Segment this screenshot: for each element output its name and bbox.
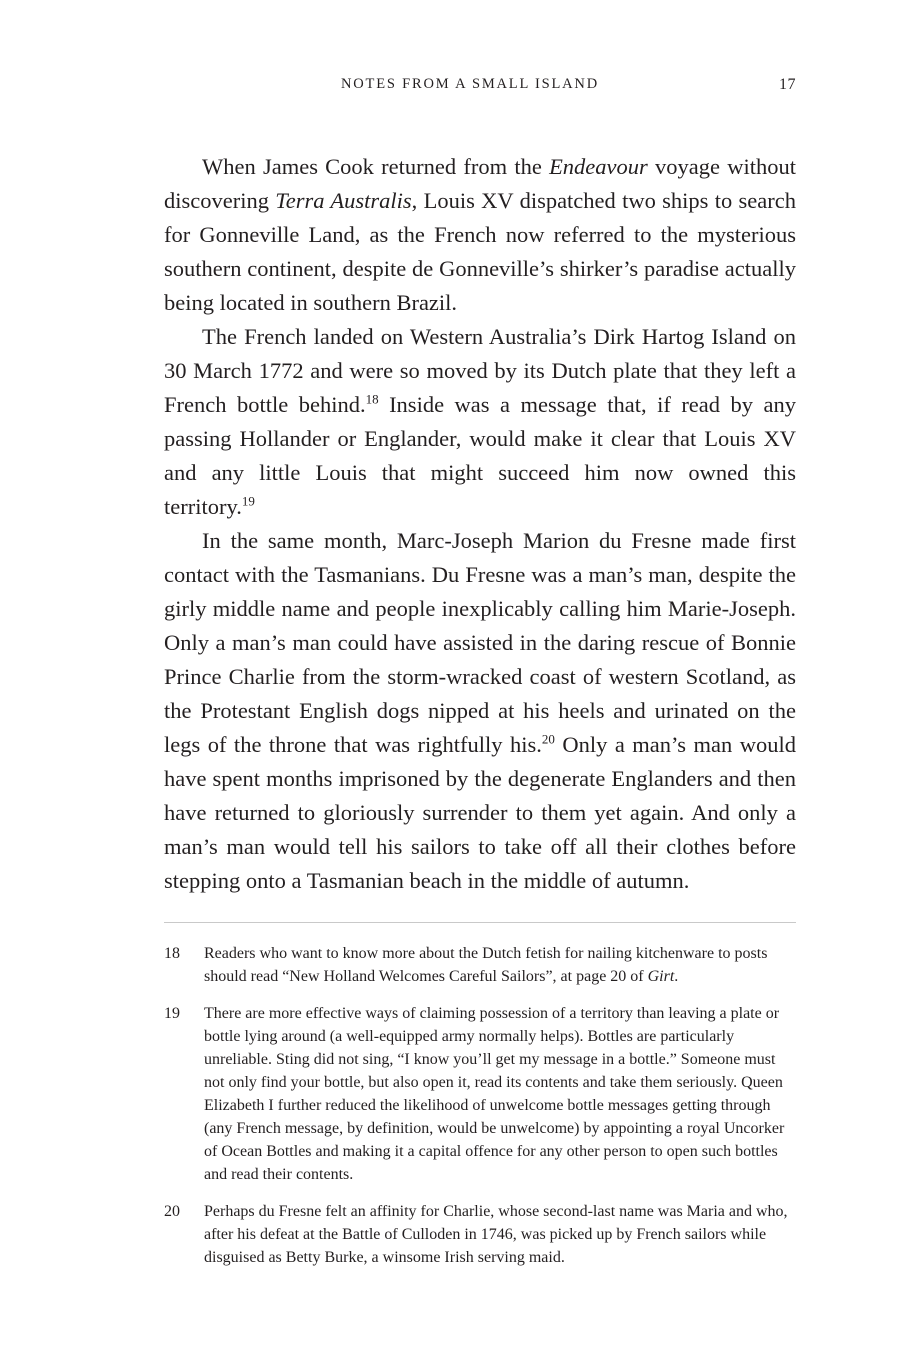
footnote-18: [164, 942, 796, 988]
paragraph-2: [164, 320, 796, 524]
footnote-ref-18[interactable]: 18: [365, 391, 379, 407]
footnote-18-end: .: [674, 968, 679, 985]
footnote-text: [204, 942, 796, 988]
p3-text-b: Only a man’s man would have spent months imprisoned by the degenerate Englanders and then have returned to gloriously surrender to them yet again. And only a man’s man would tell his sailors to take off all their clothes before stepping onto a Tasmanian beach in the middle of autumn.: [164, 732, 796, 893]
paragraph-3: [164, 524, 796, 898]
running-title: NOTES FROM A SMALL ISLAND: [341, 76, 599, 92]
page-number: 17: [779, 76, 796, 93]
p1-text-c: voyage without discovering: [164, 154, 796, 213]
footnote-20: [164, 1200, 796, 1269]
ship-name: Endeavour: [549, 154, 648, 179]
running-header: [0, 76, 900, 100]
p3-text-a: In the same month, Marc-Joseph Marion du Fresne made first contact with the Tasmanians. Du Fresne was a man’s man, despite the girly middle name and people inexplicably calling him Marie-Joseph. Only a man’s man could have assisted in the daring rescue of Bonnie Prince Charlie from the storm-wracked coast of western Scotland, as the Protestant English dogs nipped at his heels and urinated on the legs of the throne that was rightfully his.: [164, 528, 796, 757]
footnote-number: 20: [164, 1203, 180, 1220]
p2-text-a: The French landed on Western Australia’s Dirk Hartog Island on 30 March 1772 and were so moved by its Dutch plate that they left a French bottle behind.: [164, 324, 796, 417]
footnote-text: Perhaps du Fresne felt an affinity for Charlie, whose second-last name was Maria and who, after his defeat at the Battle of Culloden in 1746, was picked up by French sailors while disguised as Betty Burke, a winsome Irish serving maid.: [204, 1203, 788, 1266]
footnote-text: There are more effective ways of claiming possession of a territory than leaving a plate or bottle lying around (a well-equipped army normally helps). Bottles are particularly unreliable. Sting did not sing, “I know you’ll get my message in a bottle.” Someone must not only find your bottle, but also open it, read its contents and take them seriously. Queen Elizabeth I further reduced the likelihood of unwelcome bottle messages getting through (any French message, by definition, would be unwelcome) by appointing a royal Uncorker of Ocean Bottles and making it a capital offence for any other person to open such bottles and read their contents.: [204, 1005, 785, 1183]
footnote-ref-20[interactable]: 20: [541, 731, 555, 747]
terra-australis: Terra Australis: [275, 188, 412, 213]
footnotes: [164, 942, 796, 1283]
p1-text-a: When James Cook returned from the: [202, 154, 550, 179]
footnote-number: 19: [164, 1005, 180, 1022]
footnote-18-text: Readers who want to know more about the Dutch fetish for nailing kitchenware to posts should read “New Holland Welcomes Careful Sailors”, at page 20 of: [204, 945, 768, 985]
footnote-19: [164, 1002, 796, 1186]
p2-text-b: Inside was a message that, if read by any passing Hollander or Englander, would make it clear that Louis XV and any little Louis that might succeed him now owned this territory.: [164, 392, 796, 519]
p1-text-e: , Louis XV dispatched two ships to search for Gonneville Land, as the French now referred to the mysterious southern continent, despite de Gonneville’s shirker’s paradise actually being located in southern Brazil.: [164, 188, 796, 315]
footnote-divider: [164, 922, 796, 923]
paragraph-1: [164, 150, 796, 320]
main-text: [164, 150, 796, 898]
footnote-ref-19[interactable]: 19: [241, 493, 255, 509]
book-title-girt: Girt: [647, 968, 675, 985]
footnote-number: 18: [164, 945, 180, 962]
